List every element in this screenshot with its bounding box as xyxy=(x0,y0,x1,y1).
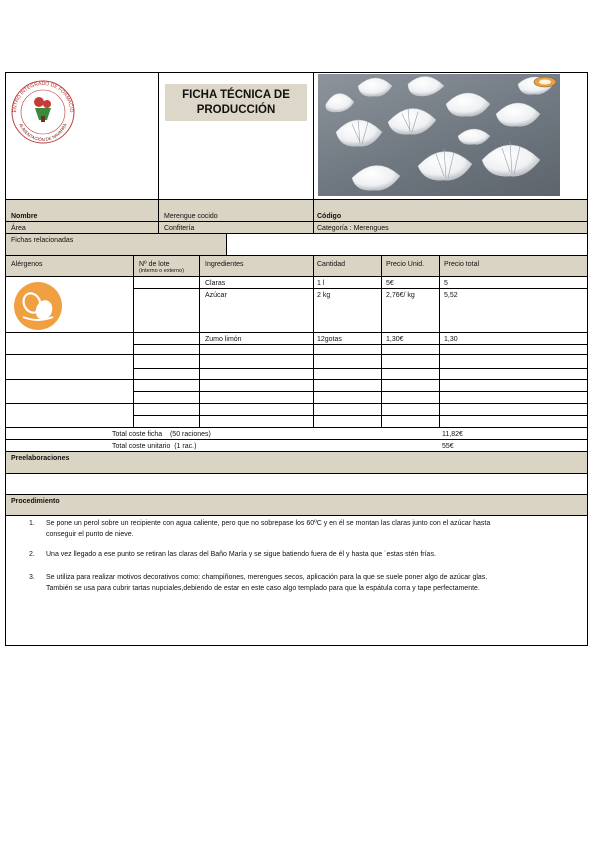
info-line-1 xyxy=(5,221,588,222)
total-ficha-value: 11,82€ xyxy=(442,431,463,438)
col-lote: Nº de lote xyxy=(139,261,170,268)
photo-badge-icon xyxy=(533,75,557,87)
total-ficha-label: Total coste ficha (50 raciones) xyxy=(112,431,211,438)
ingredient-precio-unid: 2,76€/ kg xyxy=(386,292,415,299)
procedure-step-3 xyxy=(29,572,574,594)
step-text: También se usa para cubrir tartas nupciales,debiendo de estar en este caso algo templado para que la espátula corra y tape perfectamente. xyxy=(46,585,480,592)
row-line xyxy=(5,379,588,380)
nombre-value: Merengue cocido xyxy=(164,213,218,220)
ingredient-precio-unid: 1,30€ xyxy=(386,336,404,343)
row-line xyxy=(133,344,588,345)
total-unit-label: Total coste unitario (1 rac.) xyxy=(112,443,197,450)
categoria-value: Categoría : Merengues xyxy=(317,225,389,232)
title-line-1: FICHA TÉCNICA DE xyxy=(182,88,290,101)
ingredient-precio-total: 5,52 xyxy=(444,292,458,299)
prelab-label: Preelaboraciones xyxy=(11,455,70,462)
col-precio-total: Precio total xyxy=(444,261,480,268)
row-line xyxy=(133,288,588,289)
logo-bottom-text: ALIMENTACIÓN DE NAVARRA xyxy=(18,122,68,143)
proc-band xyxy=(6,495,587,515)
ingredient-name: Claras xyxy=(205,280,226,287)
nombre-label: Nombre xyxy=(11,213,38,220)
ingredient-cantidad: 1 l xyxy=(317,280,325,287)
logo-top-text: ENTRO INTEGRADO DE FORMACIÓ xyxy=(11,80,75,113)
col-cantidad: Cantidad xyxy=(317,261,346,268)
row-line xyxy=(5,354,588,355)
fichas-divider xyxy=(226,233,227,255)
area-value: Confitería xyxy=(164,225,195,232)
school-logo xyxy=(9,78,77,146)
col-precio-unid: Precio Unid. xyxy=(386,261,425,268)
row-line xyxy=(5,403,588,404)
prelab-band xyxy=(6,452,587,473)
info-band-2 xyxy=(6,222,587,233)
title-line-2: PRODUCCIÓN xyxy=(196,103,276,116)
document-title xyxy=(165,84,307,121)
ingredient-cantidad: 12gotas xyxy=(317,336,342,343)
ingredient-precio-total: 5 xyxy=(444,280,448,287)
info-divider-1 xyxy=(158,200,159,234)
ingredient-name: Zumo limón xyxy=(205,336,242,343)
row-line xyxy=(5,427,588,428)
procedure-step-1 xyxy=(29,518,574,540)
step-number: 1. xyxy=(29,520,35,527)
row-line xyxy=(133,391,588,392)
fichas-label: Fichas relacionadas xyxy=(11,237,74,244)
header-divider-2 xyxy=(313,72,314,200)
col-ingredientes: Ingredientes xyxy=(205,261,244,268)
row-line xyxy=(5,332,588,333)
total-unit-value: 55€ xyxy=(442,443,454,450)
row-line xyxy=(133,368,588,369)
table-header-band xyxy=(6,256,587,276)
ingredient-cantidad: 2 kg xyxy=(317,292,331,299)
step-number: 2. xyxy=(29,551,35,558)
row-line xyxy=(133,415,588,416)
header-divider-1 xyxy=(158,72,159,200)
info-divider-2 xyxy=(313,200,314,234)
area-label: Área xyxy=(11,225,26,232)
procedure-step-2 xyxy=(29,549,574,560)
prelab-line xyxy=(5,473,588,474)
col-alergenos: Alérgenos xyxy=(11,261,43,268)
step-number: 3. xyxy=(29,574,35,581)
meringue-photo xyxy=(318,74,560,196)
step-text: Se utiliza para realizar motivos decorativos como: champiñones, merengues secos, aplicación para la que se suele poner algo de azúcar glas. xyxy=(46,574,488,581)
step-text: Una vez llegado a ese punto se retiran las claras del Baño María y se sigue batiendo fuera de él y hasta que ´estas stén frías. xyxy=(46,551,436,558)
proc-label: Procedimiento xyxy=(11,498,60,505)
total-line xyxy=(5,439,588,440)
info-band-1 xyxy=(6,200,587,221)
codigo-label: Código xyxy=(317,213,342,220)
ingredient-name: Azúcar xyxy=(205,292,227,299)
proc-line xyxy=(5,515,588,516)
egg-icon xyxy=(13,281,63,331)
col-lote-sub: (interno o externo) xyxy=(139,268,184,274)
step-text: conseguir el punto de nieve. xyxy=(46,531,134,538)
table-header-line xyxy=(5,276,588,277)
step-text: Se pone un perol sobre un recipiente con agua caliente, pero que no sobrepase los 60ºC y en él se montan las claras junto con el azúcar hasta xyxy=(46,520,491,527)
ingredient-precio-unid: 5€ xyxy=(386,280,394,287)
ingredient-precio-total: 1,30 xyxy=(444,336,458,343)
